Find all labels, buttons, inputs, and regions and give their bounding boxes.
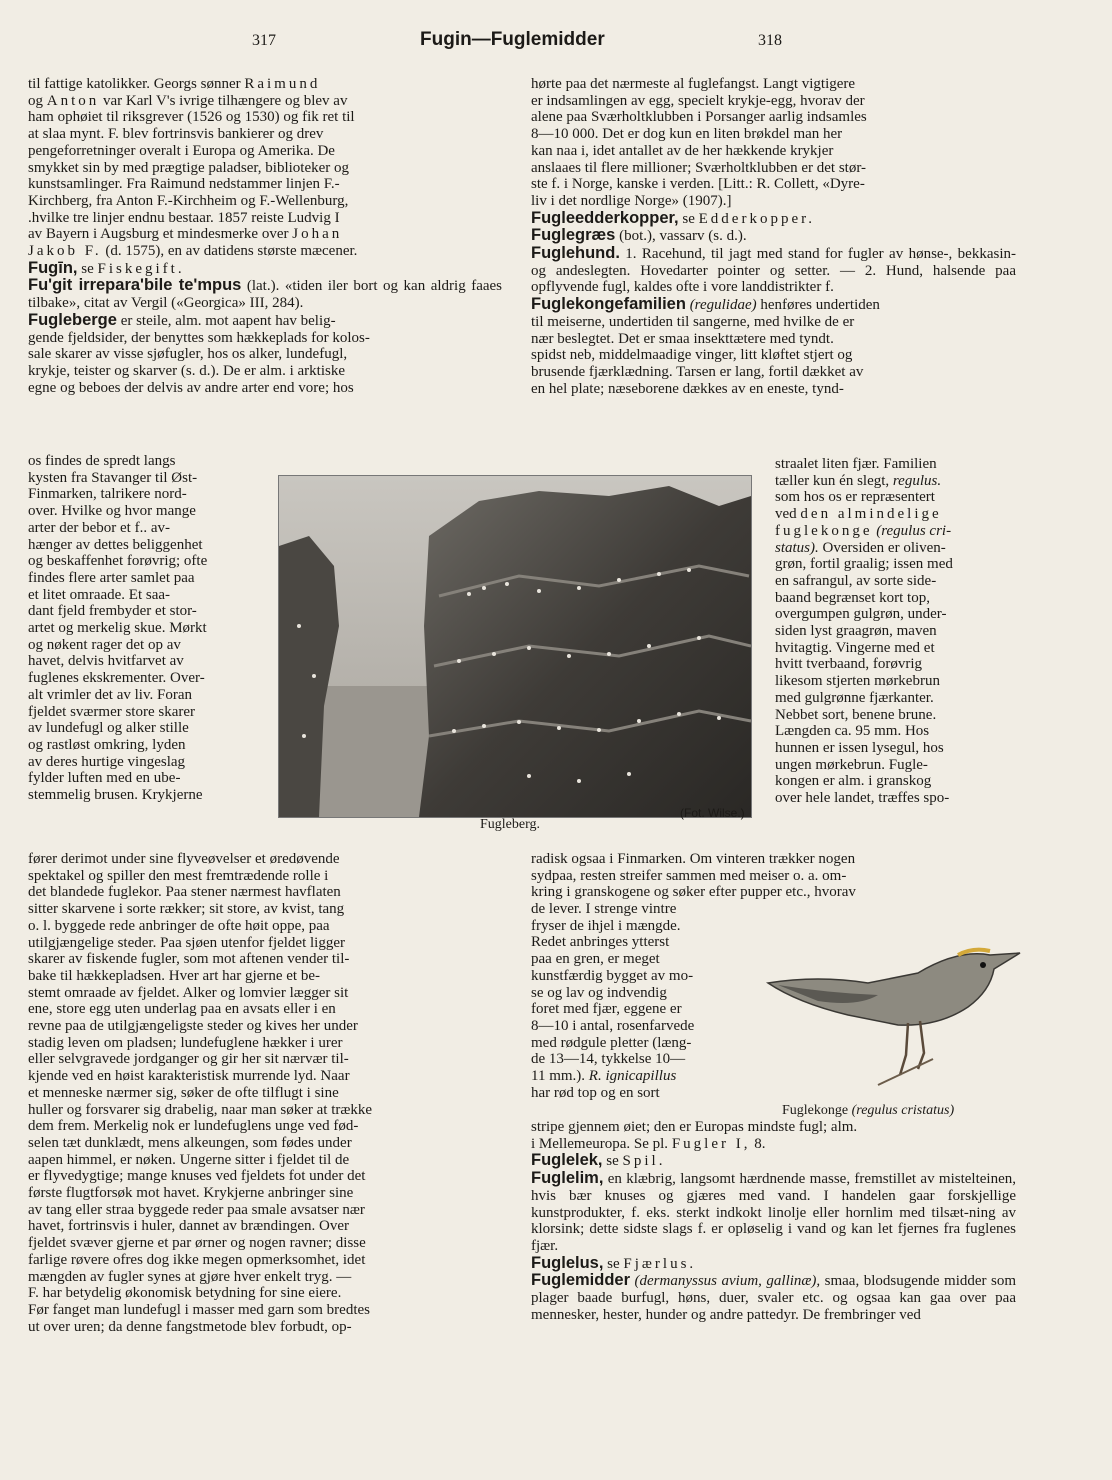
fugit-entry: Fu'git irrepara'bile te'mpus (lat.). «tiden iler bort og kan aldrig faaes tilbake», citat av Vergil («Georgica» III, 284).: [28, 276, 503, 312]
headword-fuglelek: Fuglelek,: [531, 1151, 603, 1170]
headword-fuglehund: Fuglehund.: [531, 244, 620, 263]
page-number-left: 317: [252, 32, 276, 49]
bird-cliff-photo: [278, 475, 752, 818]
fugleberge-entry: Fugleberge er steile, alm. mot aapent hav belig- gende fjeldsider, der benyttes som hækkeplads for kolos- sale skarer av visse sjøfugler, hos os alker, lundefugl, krykje, teister og skarver (s. d.). De er alm. i arktiske egne og beboes der delvis av andre arter end vore; hos: [28, 310, 370, 396]
photo-credit: (Fot. Wilse.): [680, 806, 745, 820]
headword-fuglekongefamilien: Fuglekongefamilien: [531, 295, 686, 314]
right-column-bottom: stripe gjennem øiet; den er Europas mindste fugl; alm. i Mellemeuropa. Se pl. Fugler I, 8. Fuglelek, se Spil. Fuglelim, en klæbrig, langsomt hærdnende masse, fremstillet av mistelteinen, hvis bær knuses og gjæres med vand. I handelen gaar forskjellige kunstprodukter, f. eks. sterkt indkokt linolje eller hornlim med tilsæt-ning av klorsink; dette sidste slags f. er opløselig i vand og kan let fjernes fra fuglenes fjær. Fuglelus, se Fjærlus. Fuglemidder (dermanyssus avium, gallinæ), smaa, blodsugende midder som plager baade burfugl, høns, duer, svaler etc. og ogsaa kan gaa over paa mennesker, hester, hunder og andre pattedyr. De frembringer ved: [531, 1119, 1017, 1323]
cliff-illustration: [279, 476, 751, 817]
right-column-mid: radisk ogsaa i Finmarken. Om vinteren trækker nogen sydpaa, resten streifer sammen med meiser o. a. om- kring i granskogene og søker efter pupper etc., hvorav: [531, 851, 856, 901]
right-column-narrow2: de lever. I strenge vintre fryser de ihjel i mængde. Redet anbringes ytterst paa en gren, er meget kunstfærdig bygget av mo- se og lav og indvendig foret med fjær, eggene er 8—10 i antal, rosenfarvede med rødgule pletter (læng- de 13—14, tykkelse 10— 11 mm.). R. ignicapillus har rød top og en sort: [531, 901, 695, 1101]
fuglelus-entry: Fuglelus, se Fjærlus.: [531, 1253, 697, 1272]
fugger-entry: til fattige katolikker. Georgs sønner Raimund og Anton var Karl V's ivrige tilhængere og blev av ham ophøiet til riksgrever (1526 og 1530) og fik ret til at slaa mynt. F. blev fortrinsvis bankierer og drev pengeforretninger overalt i Europa og Amerika. De smykket sin by med prægtige paladser, biblioteker og kunstsamlinger. Fra Raimund nedstammer linjen F.- Kirchberg, fra Anton F.-Kirchheim og F.-Wellenburg, .hvilke tre linjer endnu bestaar. 1857 reiste Ludvig I av Bayern i Augsburg et mindesmerke over Johan Jakob F. (d. 1575), en av datidens største mæcener.: [28, 76, 358, 260]
photo-caption: Fugleberg.: [480, 817, 541, 832]
fuglegraes-entry: Fuglegræs (bot.), vassarv (s. d.).: [531, 226, 747, 245]
fuglelim-entry: Fuglelim, en klæbrig, langsomt hærdnende masse, fremstillet av mistelteinen, hvis bær knuses og gjæres med vand. I handelen gaar forskjellige kunstprodukter, f. eks. sterkt indkokt linolje eller hornlim med tilsæt-ning av klorsink; dette sidste slags f. er opløselig i vand og kan let fjernes fra fuglenes fjær.: [531, 1169, 1016, 1254]
edderkopper-entry: Fugleedderkopper, se Edderkopper.: [531, 208, 816, 227]
fuglekonge-entry: Fuglekongefamilien (regulidae) henføres undertiden til meiserne, undertiden til sangerne, med hvilke de er nær beslegtet. Det er smaa insekttætere med tyndt. spidst neb, middelmaadige vinger, litt kløftet stjert og brusende fjærklædning. Tarsen er lang, fortil dækket av en hel plate; næseborene dækkes av en eneste, tynd-: [531, 295, 880, 397]
right-column-narrow: straalet liten fjær. Familien tæller kun én slegt, regulus. som hos os er repræsentert ved den almindelige fuglekonge (regulus cri- status). Oversiden er oliven- grøn, fortil graalig; issen med en safrangul, av sorte side- baand begrænset kort top, overgumpen gulgrøn, under- siden lyst graagrøn, maven hvitagtig. Vingerne med et hvitt tverbaand, forøvrig likesom stjerten mørkebrun med gulgrønne fjærkanter. Nebbet sort, benene brune. Længden ca. 95 mm. Hos hunnen er issen lysegul, hos ungen mørkebrun. Fugle- kongen er alm. i granskog over hele landet, træffes spo-: [775, 456, 953, 807]
page-number-right: 318: [758, 32, 782, 49]
goldcrest-illustration: [758, 935, 1026, 1103]
left-column-top: [28, 76, 502, 396]
headword-fuglegraes: Fuglegræs: [531, 226, 616, 245]
right-column-top: hørte paa det nærmeste al fuglefangst. Langt vigtigere er indsamlingen av egg, specielt krykje-egg, hvorav der alene paa Sværholtklubben i Porsanger aarlig indsamles 8—10 000. Det er dog kun en liten brøkdel man her kan naa i, idet antallet av de her hækkende krykjer anslaaes til flere millioner; Sværholtklubben er det stør- ste f. i Norge, kanske i verden. [Litt.: R. Collett, «Dyre- liv i det nordlige Norge» (1907).] Fugleedderkopper, se Edderkopper. Fuglegræs (bot.), vassarv (s. d.). Fuglehund. 1. Racehund, til jagt med stand for fugler av hønse-, bekkasin- og andeslegten. Hovedarter pointer og setter. — 2. Hund, halsende paa opflyvende fugl, kaldes ofte i vore landdistrikter f. Fuglekongefamilien (regulidae) henføres undertiden til meiserne, undertiden til sangerne, med hvilke de er nær beslegtet. Det er smaa insekttætere med tyndt. spidst neb, middelmaadige vinger, litt kløftet stjert og brusende fjærklædning. Tarsen er lang, fortil dækket av en hel plate; næseborene dækkes av en eneste, tynd-: [531, 76, 1016, 397]
headword-fuglemidder: Fuglemidder: [531, 1271, 631, 1290]
fuglemidder-entry: Fuglemidder (dermanyssus avium, gallinæ), smaa, blodsugende midder som plager baade burfugl, høns, duer, svaler etc. og ogsaa kan gaa over paa mennesker, hester, hunder og andre pattedyr. De frembringer ved: [531, 1271, 1017, 1323]
headword-fuglelim: Fuglelim,: [531, 1169, 604, 1188]
bird-drawing: [758, 935, 1026, 1103]
fuglehund-entry: Fuglehund. 1. Racehund, til jagt med stand for fugler av hønse-, bekkasin- og andeslegten. Hovedarter pointer og setter. — 2. Hund, halsende paa opflyvende fugl, kaldes ofte i vore landdistrikter f.: [531, 244, 1016, 296]
headword-fugleedderkopper: Fugleedderkopper,: [531, 208, 679, 227]
headword-fugleberge: Fugleberge: [28, 310, 117, 329]
left-column-narrow: os findes de spredt langs kysten fra Stavanger til Øst- Finmarken, talrikere nord- over. Hvilke og hvor mange arter der bebor et f.. av- hænger av dettes beliggenhet og beskaffenhet forøvrig; ofte findes flere arter samlet paa et litet omraade. Et saa- dant fjeld frembyder et stor- artet og merkelig skue. Mørkt og nøkent rager det op av havet, delvis hvitfarvet av fuglenes ekskrementer. Over- alt vrimler det av liv. Foran fjeldet sværmer store skarer av lundefugl og alker stille og rastløst omkring, lyden av deres hurtige vingeslag fylder luften med en ube- stemmelig brusen. Krykjerne: [28, 453, 208, 804]
fuglelek-entry: Fuglelek, se Spil.: [531, 1151, 666, 1170]
bird-caption: Fuglekonge (regulus cristatus): [782, 1103, 955, 1118]
running-title: Fugin—Fuglemidder: [420, 29, 605, 50]
page-header: [0, 28, 1112, 58]
headword-fugit: Fu'git irrepara'bile te'mpus: [28, 276, 242, 295]
headword-fugin: Fugīn,: [28, 258, 78, 277]
left-column-bottom: fører derimot under sine flyveøvelser et øredøvende spektakel og spiller den mest fremtrædende rolle i det blandede fuglekor. Paa stener nærmest havflaten sitter skarvene i sorte rækker; sit store, av kvist, tang o. l. byggede rede anbringer de ofte høit oppe, paa utilgjængelige steder. Paa sjøen utenfor fjeldet ligger skarer av fiskende fugler, som mot aftenen vender til- bake til hækkepladsen. Hver art har gjerne et be- stemt omraade av fjeldet. Alker og lomvier lægger sit ene, store egg uten underlag paa en avsats eller i en revne paa de utilgjængeligste steder og kives her under stadig leven om pladsen; lundefuglene hækker i urer eller selvgravede jordganger og gir her sit nærvær til- kjende ved en høist karakteristisk murrende lyd. Naar et menneske nærmer sig, søker de ofte tilflugt i sine huller og forsvarer sig drabelig, naar man søker at trække dem frem. Merkelig nok er lundefuglens unge ved fød- selen tæt dunklædt, mens alkeungen, som fødes under aapen himmel, er nøken. Ungerne sitter i fjeldet til de er flyvedygtige; mange knuses ved fjeldets fot under det første flugtforsøk mot havet. Krykjerne anbringer sine av tang eller straa byggede reder paa smale avsatser nær havet, fortrinsvis i huler, dannet av brændingen. Over fjeldet svæver gjerne et par ørner og nogen ravner; disse farlige røvere ofres dog ikke megen opmerksomhet, idet mængden av fugler synes at gjøre hver enkelt tryg. — F. har betydelig økonomisk betydning for sine eiere. Før fanget man lundefugl i masser med garn som bredtes ut over uren; da denne fangstmetode blev forbudt, op-: [28, 851, 373, 1335]
fugin-entry: Fugīn, se Fiskegift.: [28, 258, 185, 277]
headword-fuglelus: Fuglelus,: [531, 1253, 604, 1272]
